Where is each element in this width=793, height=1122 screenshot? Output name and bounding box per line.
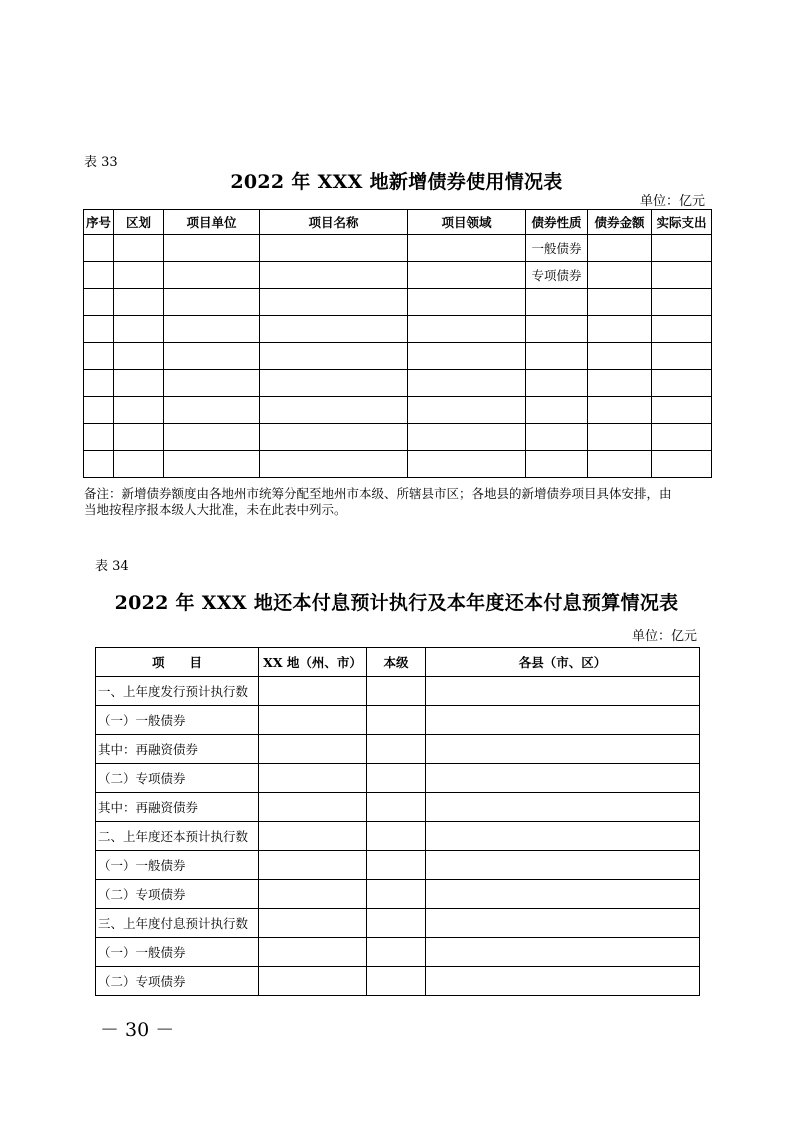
table33-unit: 单位：亿元 — [640, 194, 706, 209]
table-cell — [426, 735, 700, 764]
table-cell — [84, 343, 114, 370]
table-cell — [164, 343, 260, 370]
table-cell — [260, 397, 408, 424]
table-cell — [367, 822, 426, 851]
table-row — [84, 316, 712, 343]
table-row — [84, 343, 712, 370]
table-row — [84, 451, 712, 478]
table-row — [96, 938, 700, 967]
table-cell — [588, 316, 652, 343]
table33-header-cell: 债券性质 — [526, 210, 588, 235]
table34-header-cell: 项 目 — [96, 648, 259, 677]
table-cell — [426, 851, 700, 880]
table-cell — [84, 262, 114, 289]
table-row — [96, 851, 700, 880]
table34-header-row — [96, 648, 700, 677]
table-cell — [260, 451, 408, 478]
table-row — [96, 909, 700, 938]
table-cell: （一）一般债券 — [96, 851, 259, 880]
table-cell — [114, 235, 164, 262]
table-cell — [164, 397, 260, 424]
table-cell — [367, 735, 426, 764]
table-cell — [367, 938, 426, 967]
table-cell — [426, 822, 700, 851]
table-cell — [260, 316, 408, 343]
table33-header-cell: 项目名称 — [260, 210, 408, 235]
table33-header-cell: 区划 — [114, 210, 164, 235]
table-cell: 专项债券 — [526, 262, 588, 289]
table-cell — [426, 909, 700, 938]
table-cell — [259, 677, 367, 706]
table-cell — [260, 424, 408, 451]
table-cell — [426, 967, 700, 996]
table-cell: （一）一般债券 — [96, 938, 259, 967]
table-cell: 其中：再融资债券 — [96, 735, 259, 764]
table-cell — [367, 967, 426, 996]
table-cell — [84, 451, 114, 478]
table-cell — [259, 851, 367, 880]
table34-tag: 表 34 — [95, 559, 129, 574]
table-row — [84, 235, 712, 262]
table-cell — [84, 289, 114, 316]
table-cell — [367, 706, 426, 735]
table-cell — [367, 764, 426, 793]
table-cell — [114, 424, 164, 451]
table-cell: 三、上年度付息预计执行数 — [96, 909, 259, 938]
table-row — [96, 822, 700, 851]
table-cell — [259, 880, 367, 909]
table-cell — [526, 343, 588, 370]
table-cell — [426, 793, 700, 822]
table-cell: （二）专项债券 — [96, 880, 259, 909]
table-cell — [526, 370, 588, 397]
table-cell — [588, 370, 652, 397]
table-cell — [652, 316, 712, 343]
table-cell — [114, 316, 164, 343]
table-row — [96, 880, 700, 909]
table33 — [83, 209, 712, 478]
table-cell — [588, 397, 652, 424]
table33-note-line: 当地按程序报本级人大批准，未在此表中列示。 — [84, 502, 347, 517]
table-cell — [84, 370, 114, 397]
table-cell — [426, 677, 700, 706]
table-cell — [84, 397, 114, 424]
table-cell — [408, 451, 526, 478]
table-cell — [652, 397, 712, 424]
table-cell — [652, 424, 712, 451]
table34 — [95, 647, 700, 996]
table-row — [96, 764, 700, 793]
table34-unit: 单位：亿元 — [632, 629, 698, 644]
table-cell: 一般债券 — [526, 235, 588, 262]
table33-tag: 表 33 — [84, 155, 118, 170]
table-cell — [259, 967, 367, 996]
table33-header-cell: 债券金额 — [588, 210, 652, 235]
table-row — [84, 262, 712, 289]
table-cell — [652, 343, 712, 370]
table-cell: 一、上年度发行预计执行数 — [96, 677, 259, 706]
table-cell — [259, 735, 367, 764]
table-row — [84, 289, 712, 316]
table-cell — [367, 909, 426, 938]
table-cell — [408, 343, 526, 370]
table-row — [84, 370, 712, 397]
table-cell — [367, 851, 426, 880]
table-cell — [526, 424, 588, 451]
table-cell — [164, 289, 260, 316]
table-cell — [84, 316, 114, 343]
table33-header-cell: 实际支出 — [652, 210, 712, 235]
table-row — [84, 424, 712, 451]
table-row — [96, 706, 700, 735]
table-cell — [114, 289, 164, 316]
table-cell — [526, 316, 588, 343]
table-cell — [408, 370, 526, 397]
table33-note — [84, 486, 724, 518]
table-cell — [408, 262, 526, 289]
table34-header-cell: 各县（市、区） — [426, 648, 700, 677]
table-cell — [588, 343, 652, 370]
table-cell — [164, 370, 260, 397]
table34-header-cell: XX 地（州、市） — [259, 648, 367, 677]
table34-title: 2022 年 XXX 地还本付息预计执行及本年度还本付息预算情况表 — [114, 592, 679, 614]
table-row — [96, 735, 700, 764]
table-cell — [114, 370, 164, 397]
table-cell — [259, 938, 367, 967]
table-cell — [526, 451, 588, 478]
table-cell — [260, 289, 408, 316]
table-cell — [84, 235, 114, 262]
table-cell — [114, 397, 164, 424]
table-cell — [426, 880, 700, 909]
table-cell: （二）专项债券 — [96, 764, 259, 793]
table-cell — [260, 262, 408, 289]
table-cell — [367, 677, 426, 706]
table-cell — [259, 764, 367, 793]
table-cell: 其中：再融资债券 — [96, 793, 259, 822]
table-cell — [652, 451, 712, 478]
table-cell — [114, 451, 164, 478]
table-row — [84, 397, 712, 424]
table-cell: （二）专项债券 — [96, 967, 259, 996]
table-cell — [408, 316, 526, 343]
table-cell — [526, 397, 588, 424]
table-cell — [164, 451, 260, 478]
table-cell — [652, 262, 712, 289]
table-row — [96, 677, 700, 706]
table-cell — [367, 793, 426, 822]
table33-header-row — [84, 210, 712, 235]
table-cell — [260, 235, 408, 262]
table-cell: （一）一般债券 — [96, 706, 259, 735]
table-cell — [114, 262, 164, 289]
table-cell — [367, 880, 426, 909]
table-row — [96, 793, 700, 822]
table-cell — [408, 235, 526, 262]
table-cell — [588, 262, 652, 289]
table-cell — [259, 909, 367, 938]
table-cell — [259, 706, 367, 735]
table-cell — [408, 424, 526, 451]
table-cell — [164, 235, 260, 262]
table-cell — [260, 343, 408, 370]
table-cell — [426, 764, 700, 793]
table-cell — [408, 289, 526, 316]
table-cell — [588, 451, 652, 478]
table-cell — [588, 235, 652, 262]
table33-header-cell: 项目单位 — [164, 210, 260, 235]
table-cell — [652, 289, 712, 316]
page-number: － 30 － — [100, 1019, 175, 1041]
table-cell — [164, 424, 260, 451]
table-cell — [588, 424, 652, 451]
table-cell — [526, 289, 588, 316]
table33-header-cell: 序号 — [84, 210, 114, 235]
table-cell — [426, 938, 700, 967]
table-cell — [84, 424, 114, 451]
table-cell — [259, 793, 367, 822]
table34-header-cell: 本级 — [367, 648, 426, 677]
table-cell — [588, 289, 652, 316]
table33-header-cell: 项目领域 — [408, 210, 526, 235]
table33-title: 2022 年 XXX 地新增债券使用情况表 — [230, 171, 563, 193]
table-cell — [259, 822, 367, 851]
table-cell — [164, 262, 260, 289]
table-cell — [652, 370, 712, 397]
table-cell — [164, 316, 260, 343]
table-cell: 二、上年度还本预计执行数 — [96, 822, 259, 851]
table-cell — [114, 343, 164, 370]
table-cell — [260, 370, 408, 397]
table-cell — [426, 706, 700, 735]
table-cell — [408, 397, 526, 424]
table-row — [96, 967, 700, 996]
table33-note-line: 备注：新增债券额度由各地州市统筹分配至地州市本级、所辖县市区；各地县的新增债券项目具体安排，由 — [84, 486, 672, 501]
table-cell — [652, 235, 712, 262]
